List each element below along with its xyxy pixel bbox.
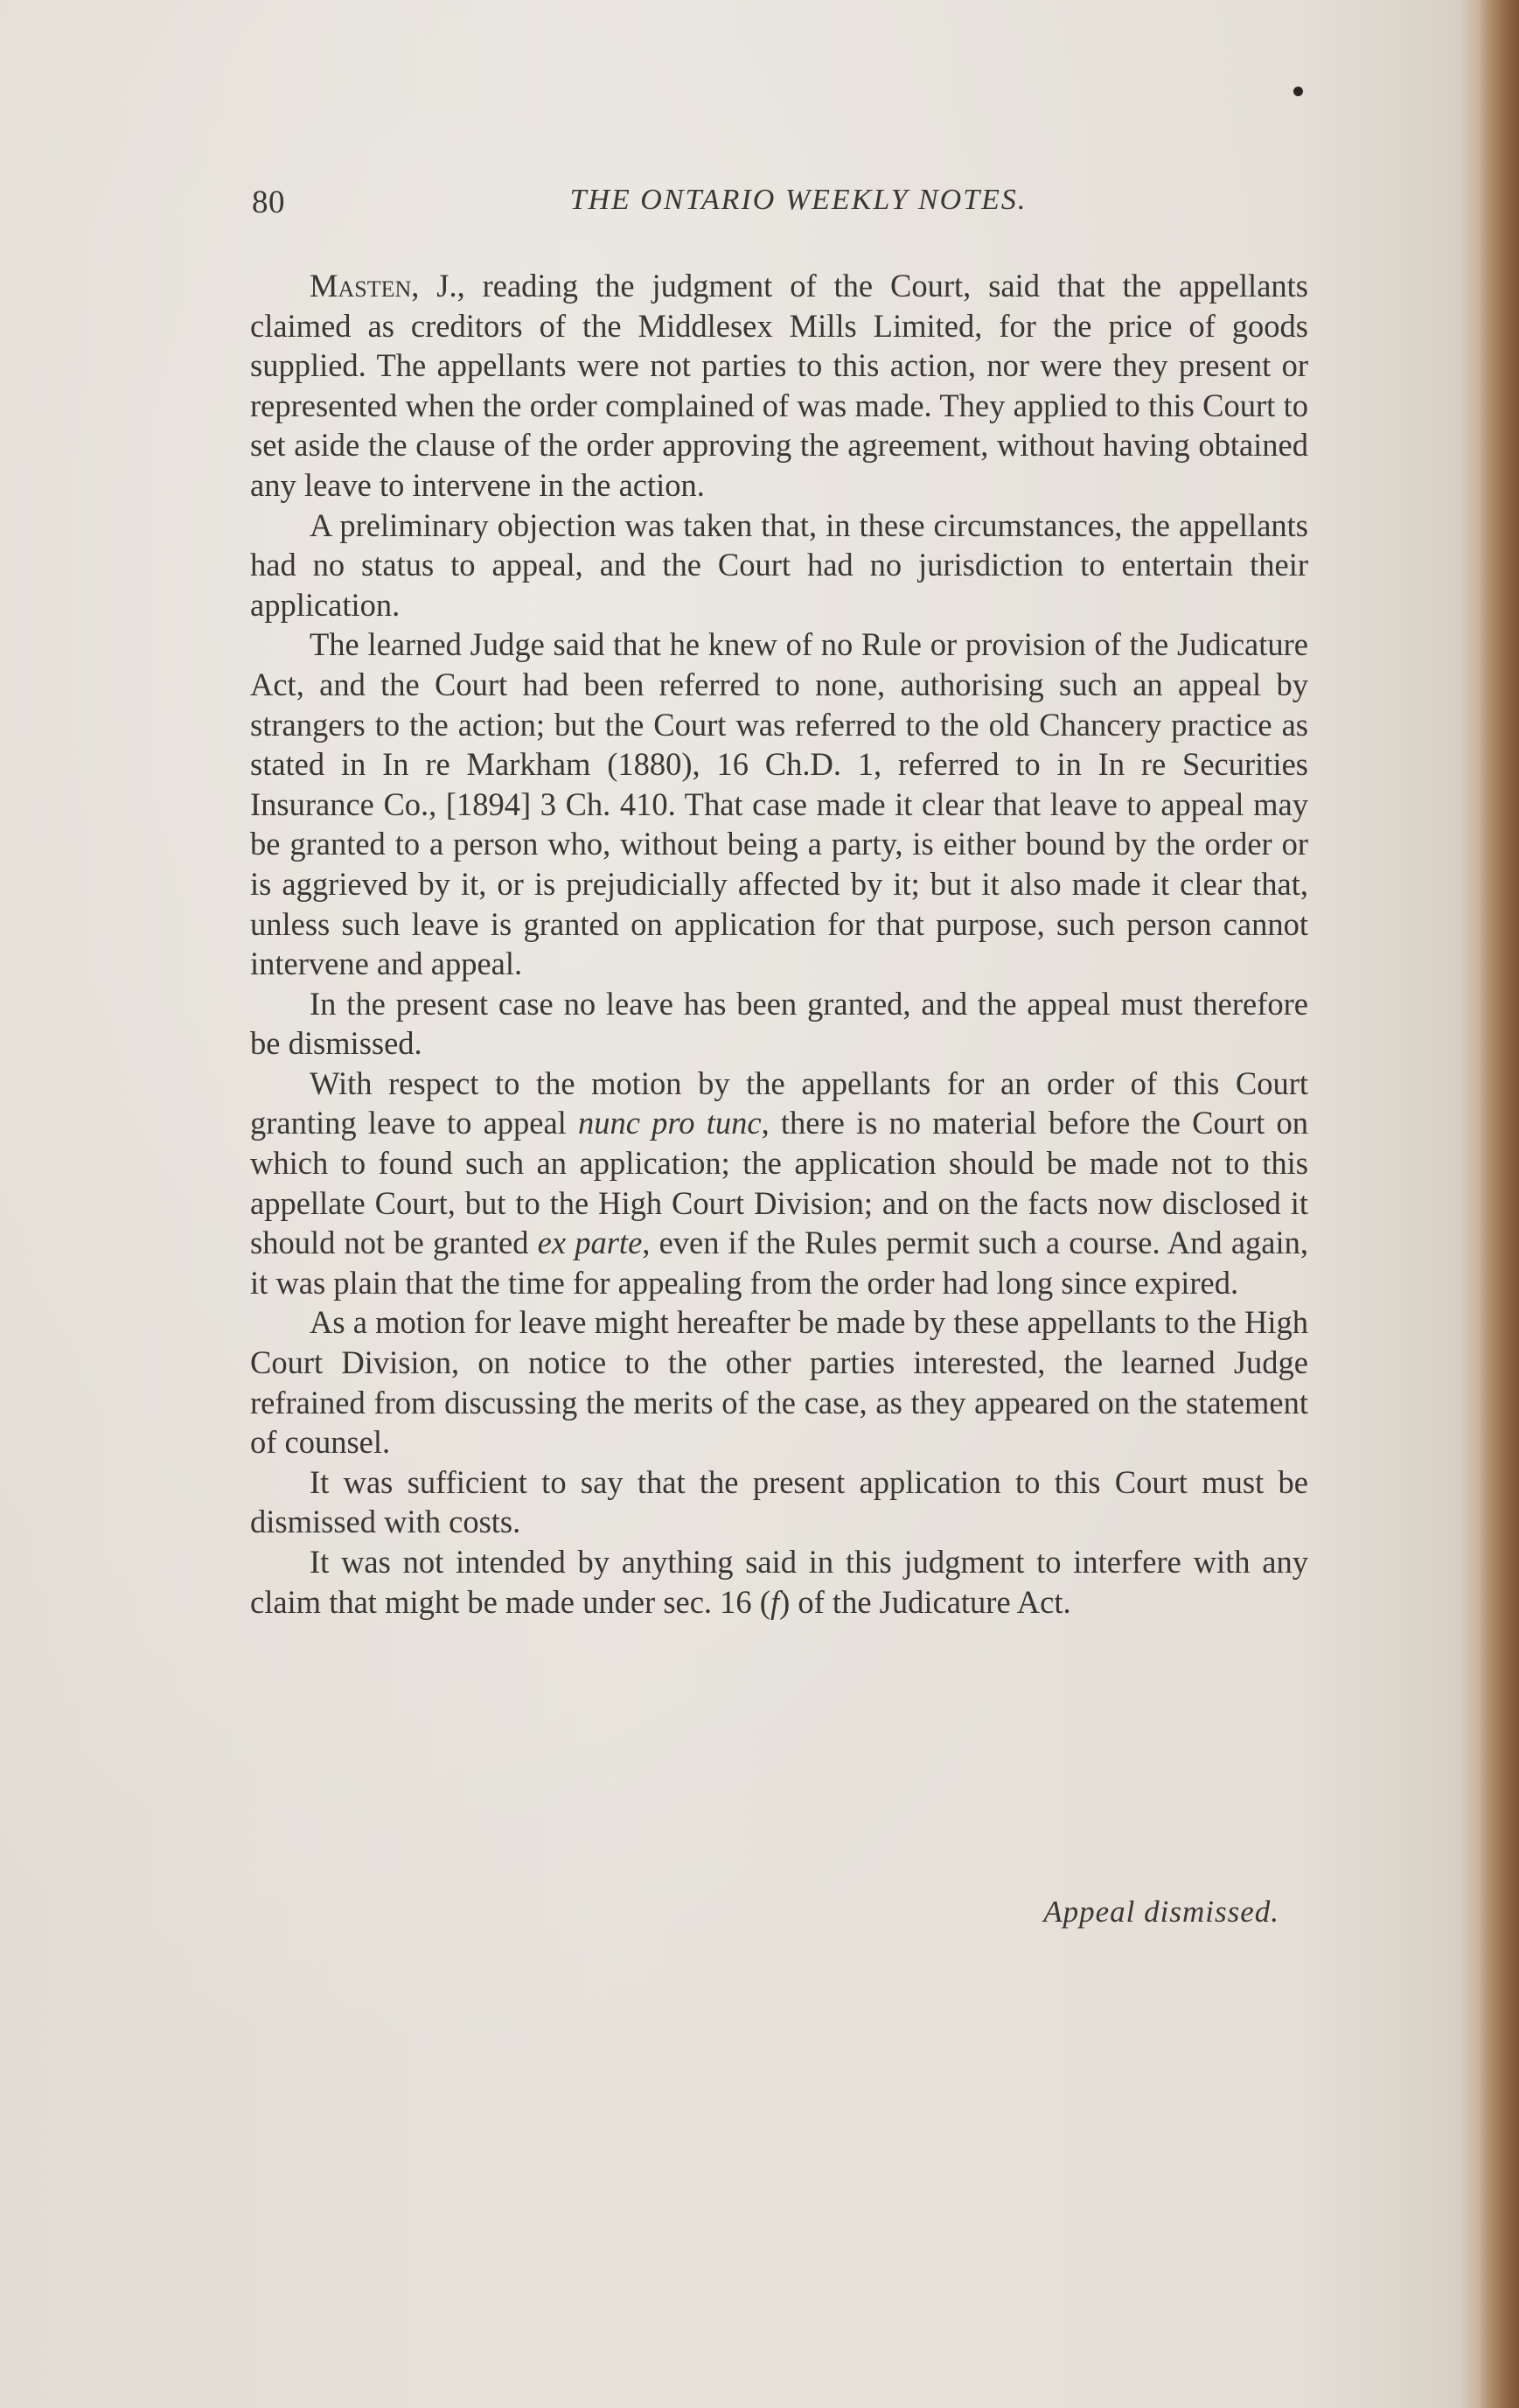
running-title: THE ONTARIO WEEKLY NOTES. [569,184,1028,216]
paragraph-8-text-c: ) of the Judicature Act. [779,1583,1071,1620]
paragraph-2: A preliminary objection was taken that, in these circumstances, the appellants had no status to appeal, and the Court had no jurisdiction to entertain their application. [250,506,1308,623]
page-header [252,184,1310,231]
ink-speck [1293,87,1303,96]
paragraph-5-text-c: , there is no material before the Court on which to found such an application; the application should be made not to this appellate Court, but to the High Court Division; and on the facts now disclosed it should not be granted [250,1105,1309,1261]
disposition: Appeal dismissed. [1043,1895,1279,1929]
page-edge-shadow [1479,0,1519,2408]
paragraph-5-text-a: With respect to the motion by the appellants for an order of this Court granting leave to appeal [250,1064,1308,1141]
paragraph-5-text-e: , even if the Rules permit such a course. And again, it was plain that the time for appealing from the order had long since expired. [250,1225,1308,1301]
judgment-text [250,266,1308,1622]
page-number: 80 [252,185,285,220]
latin-phrase-ex-parte: ex parte [537,1225,643,1261]
paragraph-6: As a motion for leave might hereafter be made by these appellants to the High Court Division, on notice to the other parties interested, the learned Judge refrained from discussing the merits of the case, as they appeared on the statement of counsel. [250,1304,1308,1461]
paragraph-3: The learned Judge said that he knew of no Rule or provision of the Judicature Act, and the Court had been referred to none, authorising such an appeal by strangers to the action; but the Court was referred to the old Chancery practice as stated in In re Markham (1880), 16 Ch.D. 1, referred to in In re Securities Insurance Co., [1894] 3 Ch. 410. That case made it clear that leave to appeal may be granted to a person who, without being a party, is either bound by the order or is aggrieved by it, or is prejudicially affected by it; but it also made it clear that, unless such leave is granted on application for that purpose, such person cannot intervene and appeal. [250,626,1308,982]
paragraph-8 [250,1542,1308,1622]
paragraph-7: It was sufficient to say that the present application to this Court must be dismissed with costs. [250,1463,1308,1540]
paragraph-5 [250,1064,1308,1303]
latin-phrase-nunc-pro-tunc: nunc pro tunc [578,1105,762,1141]
paragraph-1-text: , J., reading the judgment of the Court, said that the appellants claimed as creditors of the Middlesex Mills Limited, for the price of goods supplied. The appellants were not parties to this action, nor were they present or represented when the order complained of was made. They applied to this Court to set aside the clause of the order approving the agreement, without having obtained any leave to intervene in the action. [250,268,1308,503]
section-letter: f [770,1583,780,1620]
paragraph-8-text-a: It was not intended by anything said in this judgment to interfere with any claim that might be made under sec. 16 ( [250,1544,1308,1620]
paragraph-1 [250,266,1308,506]
judge-name: Masten [310,268,412,304]
paragraph-4: In the present case no leave has been granted, and the appeal must therefore be dismissed. [250,985,1308,1062]
